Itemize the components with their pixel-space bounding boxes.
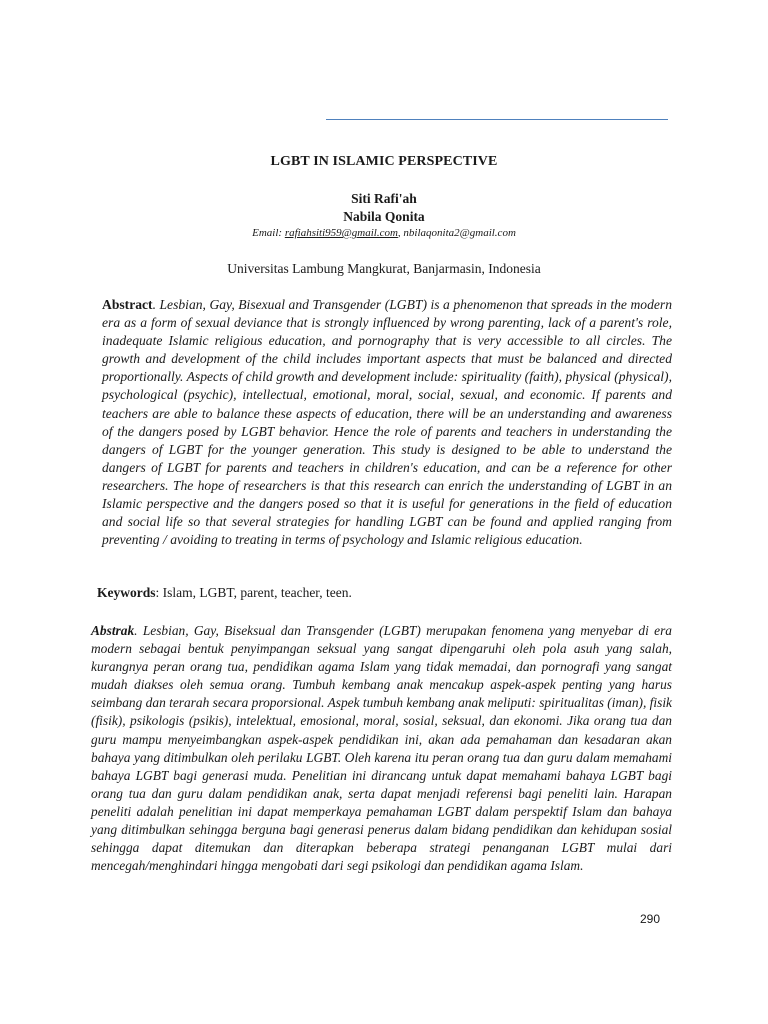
author-name: Siti Rafi'ah	[351, 191, 417, 206]
abstract-label: Abstract	[102, 297, 153, 312]
author-emails	[0, 227, 768, 239]
affiliation: Universitas Lambung Mangkurat, Banjarmasin, Indonesia	[227, 261, 541, 276]
abstract-english	[102, 296, 672, 549]
abstract-indonesian	[91, 622, 672, 875]
paper-title: LGBT IN ISLAMIC PERSPECTIVE	[270, 154, 498, 169]
email-address: nbilaqonita2@gmail.com	[403, 227, 516, 239]
keywords-text: : Islam, LGBT, parent, teacher, teen.	[155, 585, 352, 600]
abstrak-text: . Lesbian, Gay, Biseksual dan Transgender (LGBT) merupakan fenomena yang menyebar di era modern sebagai bentuk penyimpangan seksual yang sangat dipengaruhi oleh pola asuh yang salah, kurangnya peran orang tua, pendidikan agama Islam yang tidak memadai, dan pornografi yang sangat mudah diakses oleh semua orang. Tumbuh kembang anak mencakup aspek-aspek penting yang harus seimbang dan terarah secara proporsional. Aspek tumbuh kembang anak meliputi: spiritualitas (iman), fisik (fisik), psikologis (psikis), intelektual, emosional, moral, sosial, seksual, dan ekonomi. Jika orang tua dan guru mampu menyeimbangkan aspek-aspek pendidikan ini, akan ada pemahaman dan kesadaran akan bahaya yang ditimbulkan oleh perilaku LGBT. Oleh karena itu peran orang tua dan guru dalam memahami bahaya LGBT bagi generasi muda. Penelitian ini dirancang untuk dapat memahami bahaya LGBT bagi orang tua dan guru dalam pendidikan anak, serta dapat menjadi referensi bagi peneliti lain. Harapan peneliti adalah penelitian ini dapat memperkaya pemahaman LGBT dalam perspektif Islam dan bahaya yang ditimbulkan sehingga berguna bagi generasi penerus dalam bidang pendidikan dan kehidupan sosial sehingga dapat ditemukan dan diterapkan beberapa strategi penanganan LGBT mulai dari mencegah/menghindari hingga mengobati dari segi psikologi dan pendidikan agama Islam.	[91, 623, 672, 874]
header-rule	[326, 119, 668, 120]
email-link[interactable]: rafiahsiti959@gmail.com	[284, 227, 398, 239]
page-number: 290	[640, 912, 661, 926]
keywords	[97, 585, 677, 601]
email-label: Email:	[252, 227, 285, 239]
keywords-label: Keywords	[97, 585, 156, 600]
abstract-text: . Lesbian, Gay, Bisexual and Transgender (LGBT) is a phenomenon that spreads in the modern era as a form of sexual deviance that is strongly influenced by wrong parenting, lack of a parent's role, inadequate Islamic religious education, and pornography that is very accessible to all circles. The growth and development of the child includes important aspects that must be balanced and directed proportionally. Aspects of child growth and development include: spirituality (faith), physical (physical), psychological (psychic), intellectual, emotional, moral, social, sexual, and economic. If parents and teachers are able to balance these aspects of education, there will be an understanding and awareness of the dangers posed by LGBT behavior. Hence the role of parents and teachers in understanding the dangers of LGBT for the younger generation. This study is designed to be able to understand the dangers of LGBT for parents and teachers in children's education, and can be a reference for other researchers. The hope of researchers is that this research can enrich the understanding of LGBT in an Islamic perspective and the dangers posed so that it is useful for generations in the field of education and social life so that several strategies for handling LGBT can be found and applied ranging from preventing / avoiding to treating in terms of psychology and Islamic religious education.	[102, 297, 672, 548]
abstrak-label: Abstrak	[91, 623, 135, 638]
author-name: Nabila Qonita	[343, 209, 425, 224]
email-separator: ,	[397, 227, 404, 239]
